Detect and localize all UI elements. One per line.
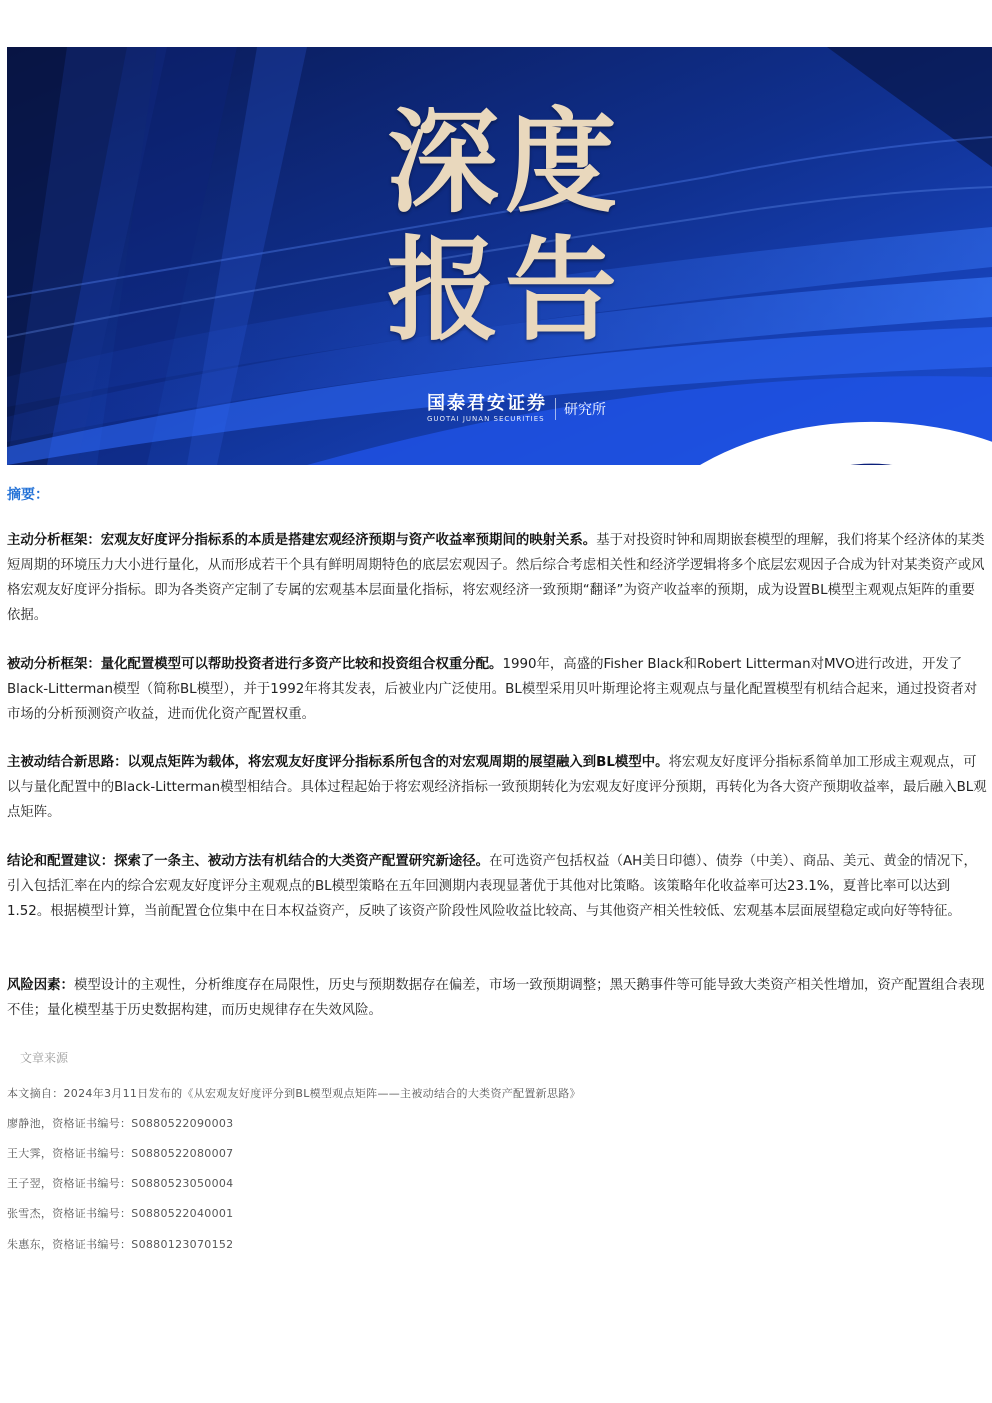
paragraph-risk-factors (7, 973, 987, 1023)
analyst-credential: 张雪杰，资格证书编号：S0880522040001 (7, 1207, 234, 1220)
logo-company-name: 国泰君安证券 (427, 393, 547, 414)
paragraph-passive-framework (7, 652, 987, 727)
cover-banner (7, 47, 992, 465)
paragraph-conclusion (7, 849, 987, 924)
gtja-logo-icon (379, 394, 419, 424)
cover-title-line2: 报告 (387, 225, 623, 356)
cover-title (387, 99, 637, 355)
paragraph-body: 1990年，高盛的Fisher Black和Robert Litterman对MVO进行改进，开发了Black-Litterman模型（简称BL模型），并于1992年将其发表，后被业内广泛使用。BL模型采用贝叶斯理论将主观观点与量化配置模型有机结合起来，通过投资者对市场的分析预测资产收益，进而优化资产配置权重。 (7, 657, 978, 722)
analyst-credential: 王大霁，资格证书编号：S0880522080007 (7, 1147, 234, 1160)
analyst-credential: 朱惠东，资格证书编号：S0880123070152 (7, 1238, 234, 1251)
company-logo (379, 391, 606, 427)
paragraph-body: 模型设计的主观性，分析维度存在局限性，历史与预期数据存在偏差，市场一致预期调整；黑天鹅事件等可能导致大类资产相关性增加，资产配置组合表现不佳；量化模型基于历史数据构建，而历史规律存在失效风险。 (7, 978, 985, 1018)
paragraph-lead: 结论和配置建议：探索了一条主、被动方法有机结合的大类资产配置研究新途径。 (7, 854, 490, 869)
paragraph-active-framework (7, 528, 987, 628)
paragraph-body: 将宏观友好度评分指标系简单加工形成主观观点，可以与量化配置中的Black-Litterman模型相结合。具体过程起始于将宏观经济指标一致预期转化为宏观友好度评分预期，再转化为各大资产预期收益率，最后融入BL观点矩阵。 (7, 755, 987, 820)
paragraph-body: 基于对投资时钟和周期嵌套模型的理解，我们将某个经济体的某类短周期的环境压力大小进行量化，从而形成若干个具有鲜明周期特色的底层宏观因子。然后综合考虑相关性和经济学逻辑将多个底层宏观因子合成为针对某类资产或风格宏观友好度评分指标。即为各类资产定制了专属的宏观基本层面量化指标，将宏观经济一致预期“翻译”为资产收益率的预期，成为设置BL模型主观观点矩阵的重要依据。 (7, 533, 985, 623)
analyst-credential: 王子翌，资格证书编号：S0880523050004 (7, 1177, 234, 1190)
source-citation: 本文摘自：2024年3月11日发布的《从宏观友好度评分到BL模型观点矩阵——主被动结合的大类资产配置新思路》 (7, 1087, 581, 1100)
source-label: 文章来源 (20, 1051, 69, 1065)
summary-label: 摘要： (7, 487, 49, 503)
cover-title-line1: 深度 (387, 97, 623, 228)
paragraph-lead: 主被动结合新思路：以观点矩阵为载体，将宏观友好度评分指标系所包含的对宏观周期的展望融入到BL模型中。 (7, 755, 669, 770)
paragraph-lead: 主动分析框架：宏观友好度评分指标系的本质是搭建宏观经济预期与资产收益率预期间的映射关系。 (7, 533, 597, 548)
logo-company-english: GUOTAI JUNAN SECURITIES (427, 415, 545, 423)
analyst-credential: 廖静池，资格证书编号：S0880522090003 (7, 1117, 234, 1130)
paragraph-body: 在可选资产包括权益（AH美日印德）、债券（中美）、商品、美元、黄金的情况下，引入包括汇率在内的综合宏观友好度评分主观观点的BL模型策略在五年回测期内表现显著优于其他对比策略。该策略年化收益率可达23.1%，夏普比率可以达到1.52。根据模型计算，当前配置仓位集中在日本权益资产，反映了该资产阶段性风险收益比较高、与其他资产相关性较低、宏观基本层面展望稳定或向好等特征。 (7, 854, 977, 919)
paragraph-lead: 被动分析框架：量化配置模型可以帮助投资者进行多资产比较和投资组合权重分配。 (7, 657, 503, 672)
logo-institute: 研究所 (564, 402, 606, 418)
paragraph-combined-approach (7, 750, 987, 825)
paragraph-lead: 风险因素： (7, 978, 74, 993)
